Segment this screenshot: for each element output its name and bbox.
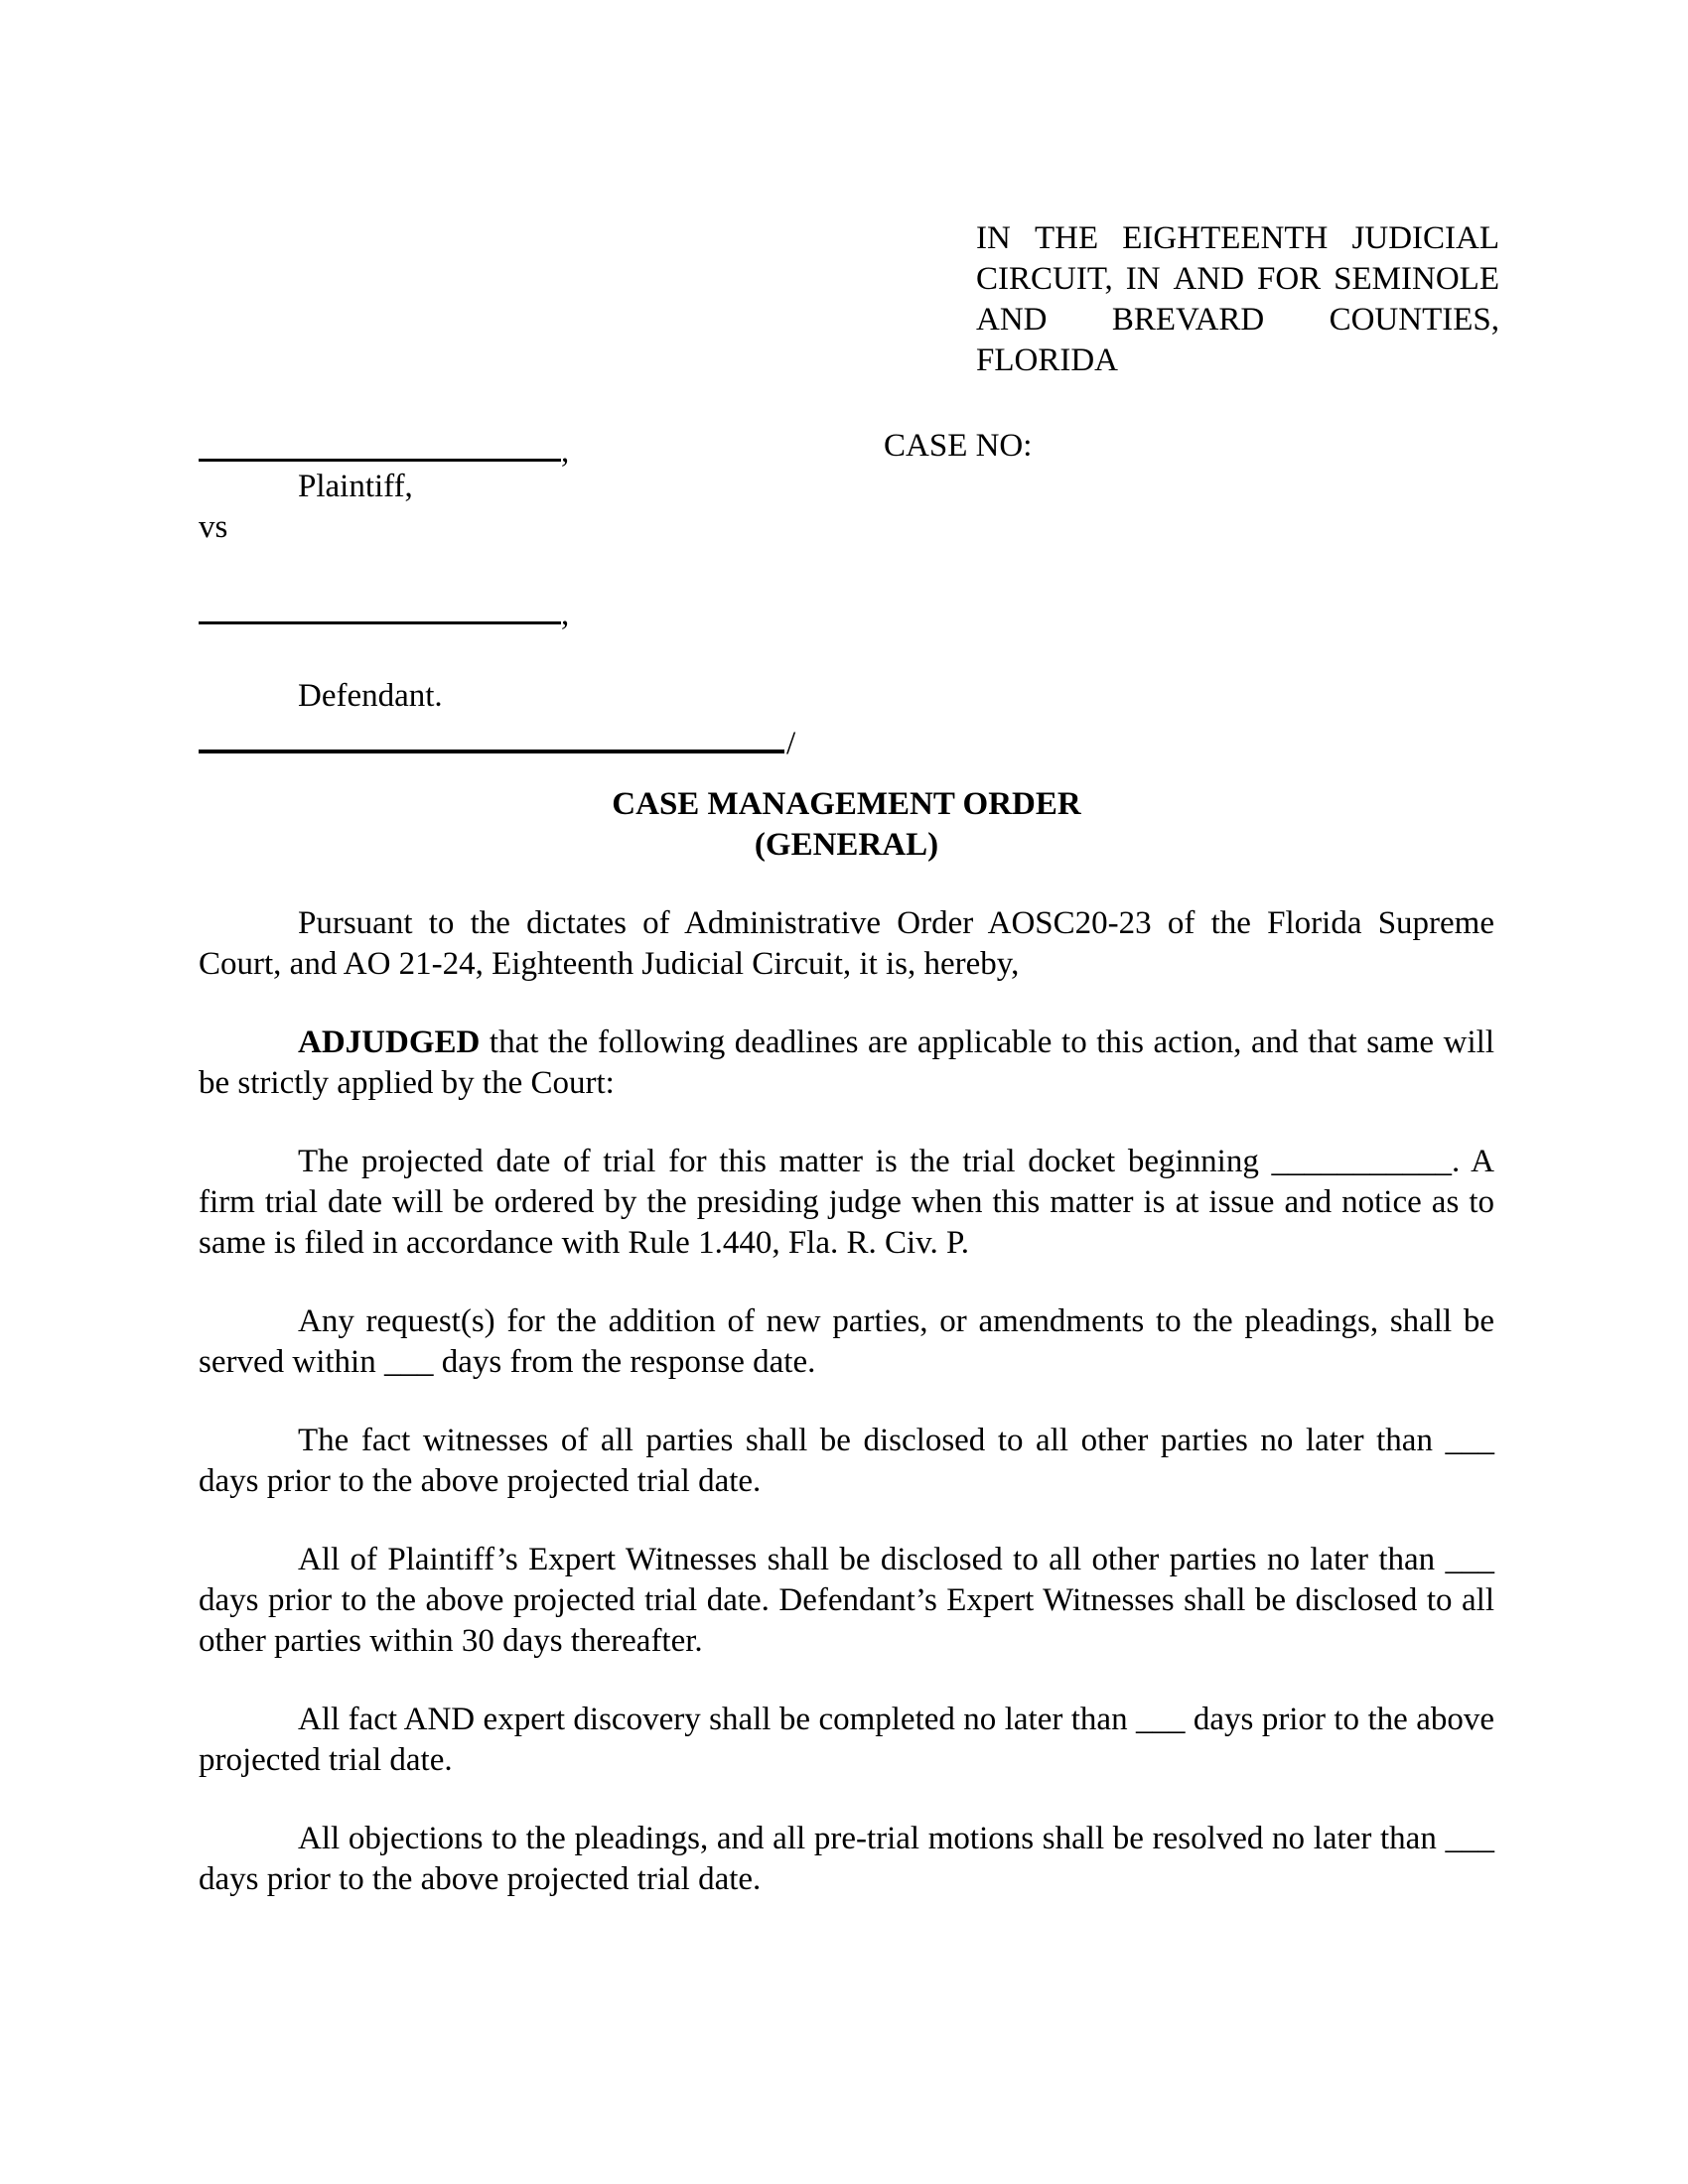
paragraph-pursuant: Pursuant to the dictates of Administrative Order AOSC20-23 of the Florida Supreme Court, and AO 21-24, Eighteenth Judicial Circuit, it is, hereby, bbox=[199, 905, 1494, 982]
caption-separator-line bbox=[199, 717, 784, 753]
caption-separator-row bbox=[199, 717, 1494, 764]
adjudged-text: that the following deadlines are applicable to this action, and that same will be strictly applied by the Court: bbox=[199, 1024, 1494, 1101]
plaintiff-blank-comma: , bbox=[561, 434, 570, 470]
adjudged-keyword: ADJUDGED bbox=[298, 1024, 481, 1060]
document-title: CASE MANAGEMENT ORDER bbox=[612, 786, 1081, 822]
document-content bbox=[199, 0, 1499, 1900]
court-header bbox=[976, 218, 1499, 381]
court-header-line-2: CIRCUIT, IN AND FOR SEMINOLE bbox=[976, 261, 1499, 297]
court-header-line-3: AND BREVARD COUNTIES, bbox=[976, 302, 1499, 338]
defendant-name-blank bbox=[199, 589, 561, 624]
case-number-label: CASE NO: bbox=[884, 428, 1033, 464]
paragraph-discovery: All fact AND expert discovery shall be completed no later than ___ days prior to the above projected trial date. bbox=[199, 1702, 1494, 1778]
plaintiff-label: Plaintiff, bbox=[298, 469, 413, 504]
caption-defendant-row bbox=[199, 589, 1494, 635]
paragraph-projected-trial-date: The projected date of trial for this matter is the trial docket beginning ___________. A firm trial date will be ordered by the presiding judge when this matter is at issue and notice as to same is filed in accordance with Rule 1.440, Fla. R. Civ. P. bbox=[199, 1144, 1494, 1261]
defendant-label: Defendant. bbox=[298, 678, 443, 714]
defendant-blank-comma: , bbox=[561, 597, 570, 632]
paragraph-objections: All objections to the pleadings, and all pre-trial motions shall be resolved no later than ___ days prior to the above projected trial date. bbox=[199, 1821, 1494, 1897]
court-header-line-1: IN THE EIGHTEENTH JUDICIAL bbox=[976, 220, 1499, 256]
plaintiff-name-blank bbox=[199, 426, 561, 462]
court-header-line-4: FLORIDA bbox=[976, 342, 1119, 378]
paragraph-expert-witnesses: All of Plaintiff’s Expert Witnesses shall be disclosed to all other parties no later than ___ days prior to the above projected trial date. Defendant’s Expert Witnesses shall be disclosed to all other parties within 30 days thereafter. bbox=[199, 1542, 1494, 1659]
document-subtitle: (GENERAL) bbox=[754, 827, 939, 863]
paragraph-new-parties: Any request(s) for the addition of new parties, or amendments to the pleadings, shall be served within ___ days from the response date. bbox=[199, 1303, 1494, 1380]
caption-plaintiff-row bbox=[199, 426, 1494, 470]
paragraph-adjudged bbox=[199, 1023, 1494, 1104]
vs-label: vs bbox=[199, 509, 228, 545]
paragraph-fact-witnesses: The fact witnesses of all parties shall be disclosed to all other parties no later than ___ days prior to the above projected trial date. bbox=[199, 1423, 1494, 1499]
caption-separator-slash: / bbox=[786, 726, 796, 761]
